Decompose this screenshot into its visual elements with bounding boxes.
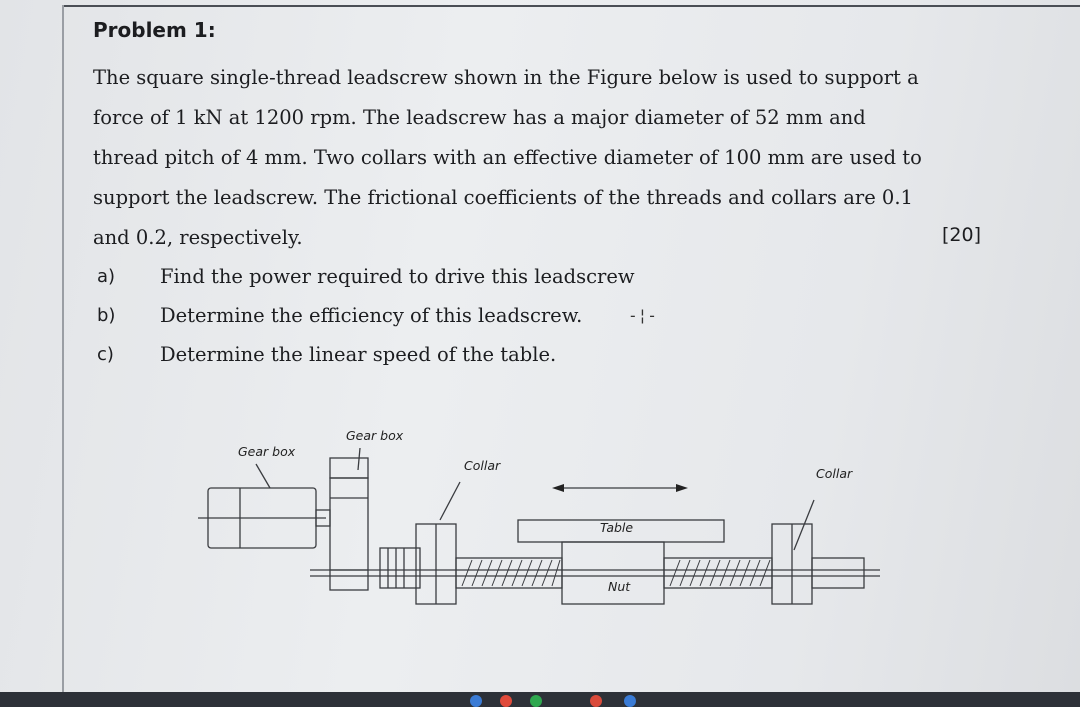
- problem-heading: Problem 1:: [93, 18, 216, 42]
- taskbar-app-icon[interactable]: [470, 695, 482, 707]
- gear-box-column: [330, 478, 368, 590]
- problem-line-4: support the leadscrew. The frictional coefficients of the threads and collars are 0.1: [93, 186, 913, 209]
- gear-box-left-label: Gear box: [238, 444, 296, 459]
- taskbar-app-icon[interactable]: [500, 695, 512, 707]
- taskbar-app-icon[interactable]: [530, 695, 542, 707]
- nut-block: [562, 542, 664, 604]
- question-c-text: Determine the linear speed of the table.: [160, 343, 557, 366]
- gear-box-top-label: Gear box: [346, 428, 404, 443]
- top-border-line: [62, 5, 1080, 7]
- arrow-right-icon: [676, 484, 688, 492]
- marks-badge: [20]: [942, 224, 982, 246]
- question-c-label: c): [97, 344, 114, 365]
- table-label: Table: [600, 520, 634, 535]
- arrow-left-icon: [552, 484, 564, 492]
- question-b-label: b): [97, 305, 116, 326]
- leadscrew-figure: [190, 420, 890, 620]
- question-b-text: Determine the efficiency of this leadscrew.: [160, 304, 583, 327]
- taskbar-app-icon[interactable]: [590, 695, 602, 707]
- collar-left-label: Collar: [464, 458, 501, 473]
- taskbar: [0, 692, 1080, 707]
- collar-right-label: Collar: [816, 466, 853, 481]
- problem-line-2: force of 1 kN at 1200 rpm. The leadscrew has a major diameter of 52 mm and: [93, 106, 866, 129]
- nut-label: Nut: [608, 579, 631, 594]
- question-a-text: Find the power required to drive this leadscrew: [160, 265, 635, 288]
- problem-line-1: The square single-thread leadscrew shown in the Figure below is used to support a: [93, 66, 919, 89]
- left-border-line: [62, 5, 64, 692]
- cursor-crosshair-icon: -¦-: [628, 306, 657, 325]
- taskbar-app-icon[interactable]: [624, 695, 636, 707]
- problem-line-3: thread pitch of 4 mm. Two collars with an effective diameter of 100 mm are used to: [93, 146, 922, 169]
- problem-line-5: and 0.2, respectively.: [93, 226, 303, 249]
- question-a-label: a): [97, 266, 116, 287]
